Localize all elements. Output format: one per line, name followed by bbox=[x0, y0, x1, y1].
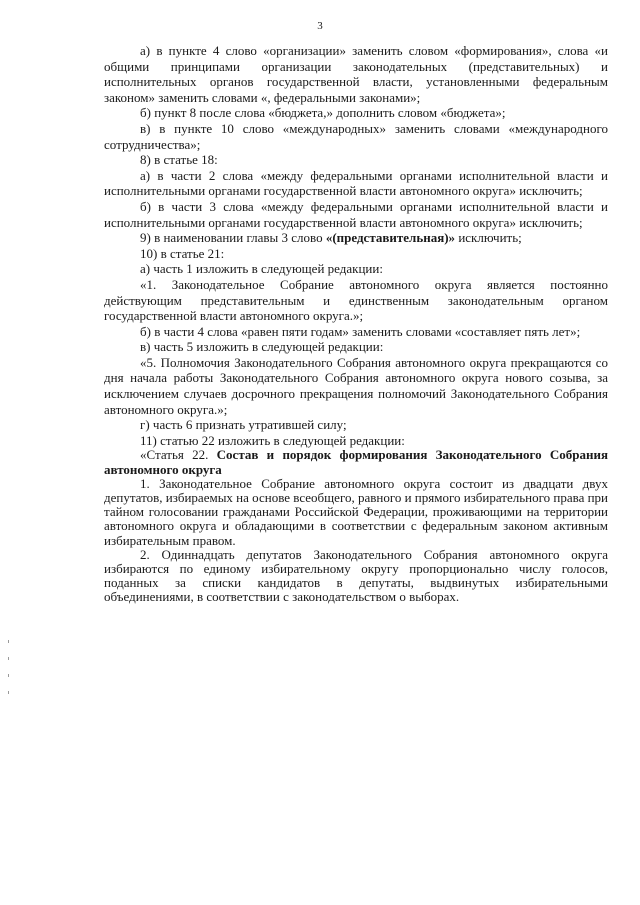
paragraph: б) в части 4 слова «равен пяти годам» заменить словами «составляет пять лет»; bbox=[140, 323, 581, 339]
paragraph-text: исключить; bbox=[455, 230, 522, 246]
paragraph: а) в части 2 слова «между федеральными органами исполнительной власти и исполнительными органами государственной власти автономного округа» исключить; bbox=[104, 167, 608, 199]
paragraph: 10) в статье 21: bbox=[140, 245, 225, 261]
paragraph-text: 9) в наименовании главы 3 слово bbox=[140, 230, 326, 246]
article-title: Состав и порядок формирования Законодательного Собрания автономного округа bbox=[104, 447, 608, 477]
paragraph: 11) статью 22 изложить в следующей редакции: bbox=[140, 432, 405, 448]
article-heading bbox=[104, 448, 608, 476]
bold-term: «(представительная)» bbox=[325, 230, 456, 246]
paragraph: в) часть 5 изложить в следующей редакции: bbox=[140, 339, 384, 355]
paragraph: «5. Полномочия Законодательного Собрания автономного округа прекращаются со дня начала работы Законодательного Собрания автономного округа нового созыва, за исключением случаев досрочного прекращения полномочий Законодательного Собрания автономного округа.»; bbox=[104, 354, 608, 417]
paragraph: б) пункт 8 после слова «бюджета,» дополнить словом «бюджета»; bbox=[140, 105, 506, 121]
paragraph-text: «Статья 22. bbox=[140, 447, 217, 463]
page-number: 3 bbox=[317, 20, 323, 32]
paragraph: «1. Законодательное Собрание автономного округа является постоянно действующим представительным и единственным законодательным органом государственной власти автономного округа.»; bbox=[104, 276, 608, 324]
paragraph: в) в пункте 10 слово «международных» заменить словами «международного сотрудничества»; bbox=[104, 120, 608, 152]
document-body bbox=[104, 43, 608, 605]
paragraph: а) в пункте 4 слово «организации» заменить словом «формирования», слова «и общими принципами организации законодательных (представительных) и исполнительных органов государственной власти, установленными федеральным законом» заменить словами «, федеральными законами»; bbox=[104, 43, 608, 105]
paragraph: а) часть 1 изложить в следующей редакции: bbox=[140, 261, 383, 277]
paragraph: 8) в статье 18: bbox=[140, 152, 218, 168]
paragraph: б) в части 3 слова «между федеральными органами исполнительной власти и исполнительными органами государственной власти автономного округа» исключить; bbox=[104, 198, 608, 230]
paragraph: 1. Законодательное Собрание автономного округа состоит из двадцати двух депутатов, избираемых на основе всеобщего, равного и прямого избирательного права при тайном голосовании гражданами Российской Федерации, проживающими на территории автономного округа и обладающими в соответствии с федеральным законом активным избирательным правом. bbox=[104, 475, 609, 548]
scan-artifact bbox=[8, 640, 10, 700]
paragraph: г) часть 6 признать утратившей силу; bbox=[140, 417, 347, 433]
paragraph bbox=[104, 230, 608, 246]
paragraph: 2. Одиннадцать депутатов Законодательного Собрания автономного округа избираются по единому избирательному округу пропорционально числу голосов, поданных за списки кандидатов в депутаты, выдвинутых избирательными объединениями, в соответствии с законодательством о выборах. bbox=[104, 546, 608, 605]
